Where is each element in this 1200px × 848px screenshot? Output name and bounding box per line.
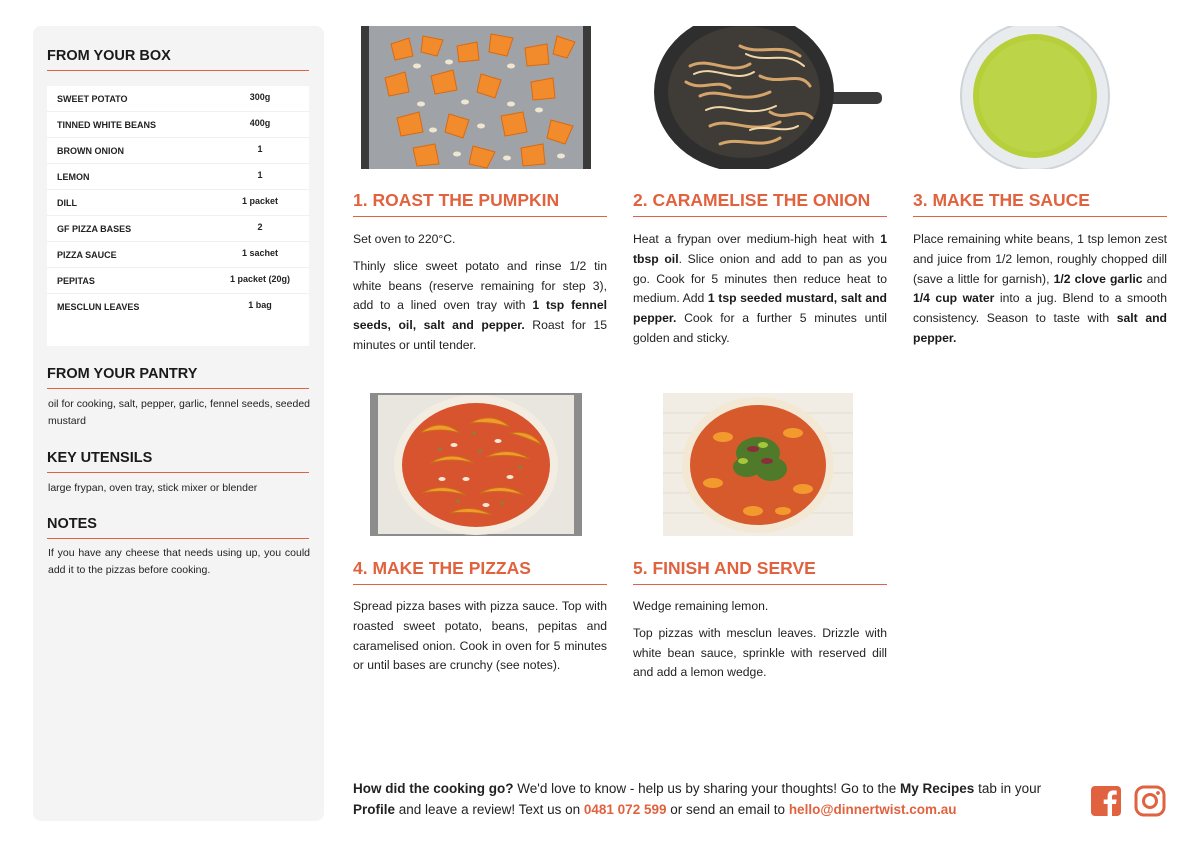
green-sauce-image	[960, 26, 1110, 169]
notes-text: If you have any cheese that needs using up, you could add it to the pizzas before cooking.	[48, 547, 310, 576]
caramelised-onion-image	[650, 26, 882, 169]
ingredients-sidebar	[33, 26, 324, 821]
notes-heading: NOTES	[47, 516, 309, 539]
ingredient-row	[47, 242, 309, 268]
ingredient-qty: 1 packet	[241, 196, 279, 206]
ingredient-name: LEMON	[57, 172, 90, 182]
ingredient-row	[47, 216, 309, 242]
footer-question: How did the cooking go?	[353, 781, 514, 796]
step-4-para: Spread pizza bases with pizza sauce. Top with roasted sweet potato, beans, pepitas and caramelised onion. Cook in oven for 5 minutes or until bases are crunchy (see notes).	[353, 599, 607, 673]
step-2-text-run: Heat a frypan over medium-high heat with	[633, 232, 881, 246]
ingredient-name: DILL	[57, 198, 77, 208]
step-1-title: 1. ROAST THE PUMPKIN	[353, 190, 607, 217]
ingredient-row	[47, 112, 309, 138]
ingredient-row	[47, 164, 309, 190]
ingredient-qty: 1 sachet	[241, 248, 279, 258]
step-1-text-run: Roast for 15 minutes or until tender.	[353, 318, 608, 352]
ingredient-qty: 1 bag	[248, 300, 272, 310]
step-3-text	[913, 230, 1167, 356]
step-3-text-run: into a jug. Blend to a smooth consistency. Season to taste with	[913, 291, 1167, 326]
ingredient-name: PIZZA SAUCE	[57, 250, 117, 260]
ingredient-row	[47, 190, 309, 216]
footer-text: We'd love to know - help us by sharing your thoughts! Go to the	[513, 781, 901, 796]
step-3-title: 3. MAKE THE SAUCE	[913, 190, 1167, 217]
footer-text: and leave a review! Text us on	[395, 802, 584, 817]
feedback-footer	[353, 778, 1075, 820]
step-5-text	[633, 597, 887, 690]
step-3-bold-text: salt and pepper.	[913, 311, 1167, 345]
step-2-text-run: Cook for a further 5 minutes until golden and sticky.	[633, 311, 887, 345]
step-5-para: Wedge remaining lemon.	[633, 599, 769, 613]
step-2-text-run: . Slice onion and add to pan as you go. Cook for 5 minutes then reduce heat to medium. Add	[633, 251, 887, 306]
finished-pizza-image	[663, 393, 853, 536]
email-link[interactable]: hello@dinnertwist.com.au	[788, 802, 957, 817]
step-2-bold-text: 1 tsp seeded mustard, salt and pepper.	[633, 291, 887, 326]
step-5-title: 5. FINISH AND SERVE	[633, 558, 887, 585]
ingredient-row	[47, 294, 309, 320]
phone-link[interactable]: 0481 072 599	[583, 802, 667, 817]
step-1-bold-text: 1 tsp fennel seeds, oil, salt and pepper.	[353, 298, 607, 333]
utensils-text: large frypan, oven tray, stick mixer or blender	[48, 482, 258, 494]
ingredient-name: TINNED WHITE BEANS	[57, 120, 156, 130]
ingredient-qty: 1	[257, 170, 263, 180]
ingredient-row	[47, 268, 309, 294]
step-2-title: 2. CARAMELISE THE ONION	[633, 190, 887, 217]
step-5-para: Top pizzas with mesclun leaves. Drizzle with white bean sauce, sprinkle with reserved dill and add a lemon wedge.	[633, 625, 887, 680]
ingredient-qty: 1 packet (20g)	[229, 274, 291, 284]
step-1-text-run: Thinly slice sweet potato and rinse 1/2 tin white beans (reserve remaining for step 3), add to a lined oven tray with	[353, 258, 607, 313]
profile-link[interactable]: Profile	[353, 802, 396, 817]
utensils-heading: KEY UTENSILS	[47, 450, 309, 473]
topped-pizza-image	[370, 393, 582, 536]
ingredient-name: GF PIZZA BASES	[57, 224, 132, 234]
step-4-title: 4. MAKE THE PIZZAS	[353, 558, 607, 585]
ingredients-table	[47, 86, 309, 346]
step-3-text-run: and	[1142, 271, 1167, 286]
pantry-text: oil for cooking, salt, pepper, garlic, fennel seeds, seeded mustard	[48, 398, 310, 427]
step-4-text	[353, 597, 607, 683]
roasted-sweet-potato-image	[361, 26, 591, 169]
step-1-text	[353, 230, 607, 363]
step-3-bold-text: 1/2 clove garlic	[1053, 271, 1143, 286]
ingredient-name: BROWN ONION	[57, 146, 124, 156]
ingredient-name: SWEET POTATO	[57, 94, 128, 104]
step-1-para: Set oven to 220°C.	[353, 232, 456, 246]
ingredient-row	[47, 86, 309, 112]
ingredient-qty: 2	[257, 222, 263, 232]
step-3-bold-text: 1/4 cup water	[913, 291, 995, 306]
footer-text: or send an email to	[666, 802, 789, 817]
pantry-heading: FROM YOUR PANTRY	[47, 366, 309, 389]
step-2-para	[633, 230, 887, 349]
instagram-icon[interactable]	[1134, 785, 1166, 817]
ingredient-qty: 1	[257, 144, 263, 154]
step-1-para	[353, 257, 607, 356]
ingredient-qty: 300g	[249, 92, 271, 102]
ingredient-qty: 400g	[249, 118, 271, 128]
from-your-box-heading: FROM YOUR BOX	[47, 48, 309, 71]
ingredient-name: PEPITAS	[57, 276, 95, 286]
step-3-para	[913, 230, 1167, 349]
facebook-icon[interactable]	[1090, 785, 1122, 817]
footer-text: tab in your	[974, 781, 1042, 796]
step-2-bold-text: 1 tbsp oil	[633, 232, 887, 266]
step-2-text	[633, 230, 887, 356]
ingredient-name: MESCLUN LEAVES	[57, 302, 140, 312]
step-3-text-run: Place remaining white beans, 1 tsp lemon zest and juice from 1/2 lemon, roughly chopped dill (save a little for garnish),	[913, 232, 1167, 286]
my-recipes-link[interactable]: My Recipes	[900, 781, 975, 796]
ingredient-row	[47, 138, 309, 164]
